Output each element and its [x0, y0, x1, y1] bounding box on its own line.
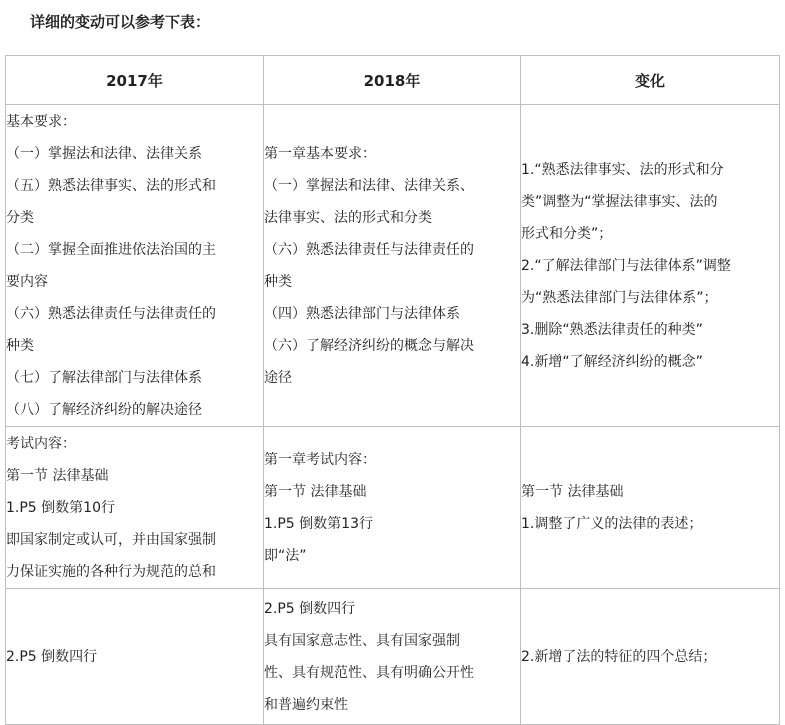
cell-line: 2.新增了法的特征的四个总结；: [521, 648, 717, 665]
cell-line: 第一节 法律基础: [264, 483, 367, 500]
cell-2017: [6, 427, 264, 589]
cell-line: （二）掌握全面推进依法治国的主: [6, 241, 216, 258]
cell-line: 分类: [6, 209, 34, 226]
cell-line: 4.新增“了解经济纠纷的概念”: [521, 353, 703, 370]
cell-line: 2.P5 倒数四行: [264, 600, 356, 617]
cell-change: [521, 105, 780, 427]
cell-line: 法律事实、法的形式和分类: [264, 209, 432, 226]
cell-line: 为“熟悉法律部门与法律体系”；: [521, 289, 718, 306]
cell-change: [521, 589, 780, 725]
cell-2017: [6, 105, 264, 427]
cell-2017: [6, 589, 264, 725]
cell-line: 3.删除“熟悉法律责任的种类”: [521, 321, 703, 338]
table-row: [6, 427, 780, 589]
cell-line: 类”调整为“掌握法律事实、法的: [521, 193, 718, 210]
cell-line: 基本要求：: [6, 113, 76, 130]
header-change: 变化: [521, 56, 780, 105]
cell-line: 和普遍约束性: [264, 696, 348, 713]
intro-text: 详细的变动可以参考下表：: [30, 13, 211, 31]
header-2018: 2018年: [264, 56, 521, 105]
cell-line: （四）熟悉法律部门与法律体系: [264, 305, 460, 322]
cell-line: 种类: [264, 273, 292, 290]
cell-line: （一）掌握法和法律、法律关系、: [264, 177, 474, 194]
cell-line: 1.调整了广义的法律的表述；: [521, 515, 703, 532]
cell-line: 第一章考试内容：: [264, 451, 376, 468]
cell-line: （一）掌握法和法律、法律关系: [6, 145, 202, 162]
cell-line: 要内容: [6, 273, 48, 290]
cell-2018: [264, 427, 521, 589]
cell-line: 第一节 法律基础: [521, 483, 624, 500]
cell-line: （六）熟悉法律责任与法律责任的: [6, 305, 216, 322]
cell-line: 形式和分类”；: [521, 225, 613, 242]
cell-line: 1.P5 倒数第10行: [6, 499, 115, 516]
cell-line: （六）了解经济纠纷的概念与解决: [264, 337, 474, 354]
cell-line: 第一节 法律基础: [6, 467, 109, 484]
cell-line: 种类: [6, 337, 34, 354]
comparison-table: [5, 55, 780, 725]
cell-line: 2.P5 倒数四行: [6, 648, 98, 665]
cell-line: 1.P5 倒数第13行: [264, 515, 373, 532]
table-row: [6, 589, 780, 725]
cell-line: （八）了解经济纠纷的解决途径: [6, 401, 202, 418]
cell-line: 考试内容：: [6, 435, 76, 452]
header-2017: 2017年: [6, 56, 264, 105]
cell-change: [521, 427, 780, 589]
cell-line: （七）了解法律部门与法律体系: [6, 369, 202, 386]
cell-2018: [264, 105, 521, 427]
cell-line: 2.“了解法律部门与法律体系”调整: [521, 257, 731, 274]
cell-line: 即国家制定或认可，并由国家强制: [6, 531, 216, 548]
cell-2018: [264, 589, 521, 725]
cell-line: （六）熟悉法律责任与法律责任的: [264, 241, 474, 258]
cell-line: 具有国家意志性、具有国家强制: [264, 632, 460, 649]
cell-line: 即“法”: [264, 547, 307, 564]
cell-line: （五）熟悉法律事实、法的形式和: [6, 177, 216, 194]
cell-line: 1.“熟悉法律事实、法的形式和分: [521, 161, 724, 178]
cell-line: 第一章基本要求：: [264, 145, 376, 162]
cell-line: 途径: [264, 369, 292, 386]
cell-line: 性、具有规范性、具有明确公开性: [264, 664, 474, 681]
table-header-row: [6, 56, 780, 105]
cell-line: 力保证实施的各种行为规范的总和: [6, 563, 216, 580]
table-row: [6, 105, 780, 427]
